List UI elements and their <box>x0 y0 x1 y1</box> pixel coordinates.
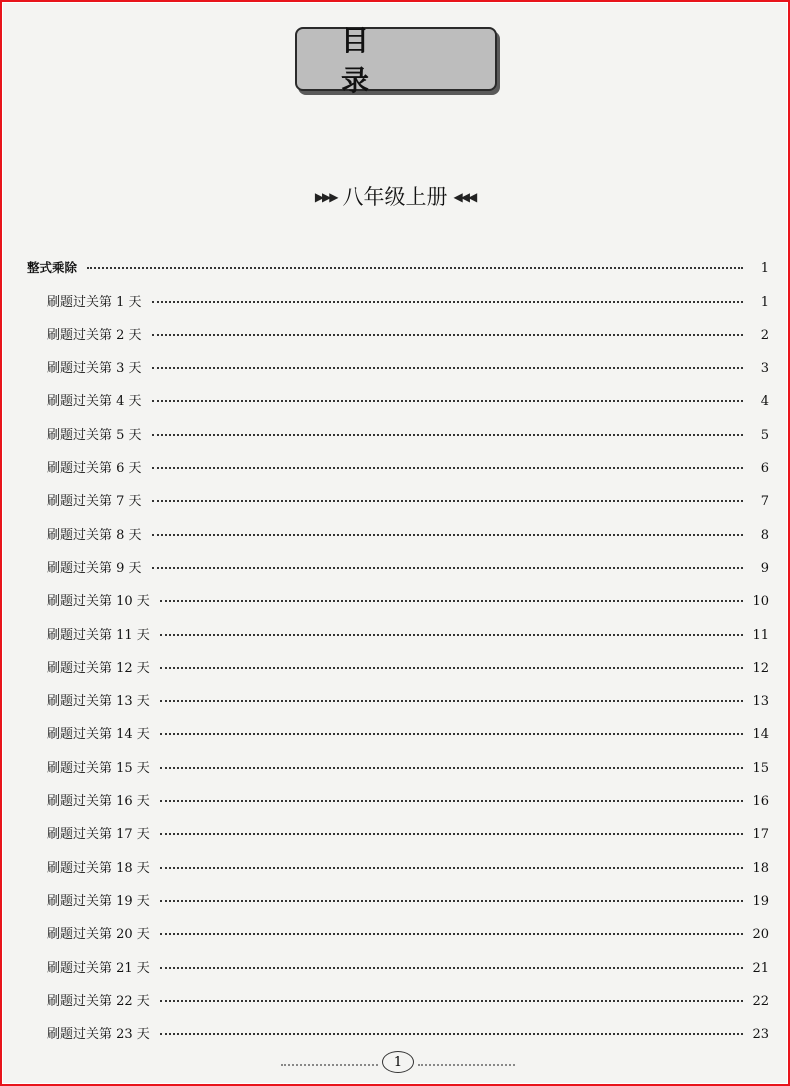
toc-entry-label: 刷题过关第 20 天 <box>47 927 150 943</box>
toc-entry-page: 1 <box>760 261 769 277</box>
dot-leader <box>160 732 743 735</box>
toc-item-row[interactable] <box>27 842 769 875</box>
toc-entry-page: 22 <box>752 993 769 1009</box>
toc-entry-page: 6 <box>760 461 769 477</box>
dot-leader <box>160 766 743 769</box>
dot-leader <box>160 866 743 869</box>
toc-item-row[interactable] <box>27 576 769 609</box>
toc-entry-page: 12 <box>752 660 769 676</box>
toc-entry-page: 18 <box>752 860 769 876</box>
toc-item-row[interactable] <box>27 942 769 975</box>
toc-item-row[interactable] <box>27 709 769 742</box>
toc-entry-label: 整式乘除 <box>27 260 78 276</box>
dot-leader <box>160 899 743 902</box>
toc-entry-label: 刷题过关第 18 天 <box>47 860 150 876</box>
dot-leader <box>160 1032 743 1035</box>
toc-entry-label: 刷题过关第 4 天 <box>47 394 142 410</box>
toc-entry-label: 刷题过关第 9 天 <box>47 560 142 576</box>
toc-entry-label: 刷题过关第 6 天 <box>47 461 142 477</box>
toc-entry-label: 刷题过关第 16 天 <box>47 794 150 810</box>
toc-entry-label: 刷题过关第 23 天 <box>47 1027 150 1043</box>
dot-leader <box>152 566 743 569</box>
toc-entry-label: 刷题过关第 19 天 <box>47 893 150 909</box>
dot-leader <box>152 366 743 369</box>
toc-entry-page: 20 <box>752 927 769 943</box>
toc-item-row[interactable] <box>27 409 769 442</box>
toc-entry-label: 刷题过关第 21 天 <box>47 960 150 976</box>
grade-heading <box>3 181 787 211</box>
dot-leader <box>152 333 743 336</box>
toc-entry-label: 刷题过关第 5 天 <box>47 427 142 443</box>
toc-entry-page: 16 <box>752 794 769 810</box>
grade-heading-text: 八年级上册 <box>342 185 448 209</box>
dot-leader <box>160 966 743 969</box>
toc-item-row[interactable] <box>27 376 769 409</box>
toc-entry-label: 刷题过关第 11 天 <box>47 627 150 643</box>
toc-entry-page: 2 <box>760 327 769 343</box>
toc-entry-page: 13 <box>752 694 769 710</box>
toc-entry-page: 17 <box>752 827 769 843</box>
toc-entry-page: 4 <box>760 394 769 410</box>
dot-leader <box>152 499 743 502</box>
dot-leader <box>160 999 743 1002</box>
arrow-left-icon: ◀◀◀ <box>453 190 476 204</box>
toc-item-row[interactable] <box>27 310 769 343</box>
arrow-right-icon: ▶▶▶ <box>314 190 337 204</box>
dot-leader <box>160 799 743 802</box>
toc-list <box>27 243 769 1042</box>
dot-leader <box>87 266 743 269</box>
toc-item-row[interactable] <box>27 609 769 642</box>
toc-entry-page: 15 <box>752 760 769 776</box>
toc-entry-label: 刷题过关第 14 天 <box>47 727 150 743</box>
toc-entry-page: 1 <box>760 294 769 310</box>
dot-leader <box>160 832 743 835</box>
footer-dots-left <box>281 1063 378 1066</box>
toc-item-row[interactable] <box>27 543 769 576</box>
toc-item-row[interactable] <box>27 809 769 842</box>
toc-entry-label: 刷题过关第 17 天 <box>47 827 150 843</box>
toc-entry-page: 23 <box>752 1027 769 1043</box>
toc-item-row[interactable] <box>27 876 769 909</box>
toc-title: 目 录 <box>341 24 414 97</box>
dot-leader <box>160 699 743 702</box>
toc-item-row[interactable] <box>27 676 769 709</box>
document-page <box>3 3 787 1083</box>
toc-entry-page: 21 <box>752 960 769 976</box>
dot-leader <box>160 932 743 935</box>
page-number: 1 <box>382 1051 414 1073</box>
toc-entry-page: 3 <box>760 361 769 377</box>
toc-item-row[interactable] <box>27 509 769 542</box>
toc-item-row[interactable] <box>27 643 769 676</box>
toc-entry-page: 8 <box>760 527 769 543</box>
dot-leader <box>152 466 743 469</box>
dot-leader <box>160 633 743 636</box>
toc-entry-label: 刷题过关第 8 天 <box>47 527 142 543</box>
dot-leader <box>160 599 743 602</box>
toc-entry-page: 10 <box>752 594 769 610</box>
toc-entry-label: 刷题过关第 3 天 <box>47 361 142 377</box>
page-footer <box>281 1049 515 1075</box>
toc-entry-label: 刷题过关第 22 天 <box>47 993 150 1009</box>
toc-entry-label: 刷题过关第 7 天 <box>47 494 142 510</box>
toc-item-row[interactable] <box>27 1009 769 1042</box>
toc-item-row[interactable] <box>27 276 769 309</box>
toc-entry-label: 刷题过关第 2 天 <box>47 327 142 343</box>
toc-entry-page: 19 <box>752 893 769 909</box>
dot-leader <box>152 433 743 436</box>
toc-title-box <box>295 24 497 97</box>
toc-item-row[interactable] <box>27 443 769 476</box>
toc-item-row[interactable] <box>27 476 769 509</box>
footer-dots-right <box>418 1063 515 1066</box>
toc-entry-page: 7 <box>760 494 769 510</box>
toc-entry-page: 5 <box>760 427 769 443</box>
toc-entry-label: 刷题过关第 10 天 <box>47 594 150 610</box>
toc-entry-label: 刷题过关第 15 天 <box>47 760 150 776</box>
dot-leader <box>160 666 743 669</box>
toc-entry-page: 11 <box>752 627 769 643</box>
toc-entry-page: 14 <box>752 727 769 743</box>
toc-item-row[interactable] <box>27 909 769 942</box>
toc-entry-label: 刷题过关第 1 天 <box>47 294 142 310</box>
toc-item-row[interactable] <box>27 976 769 1009</box>
toc-entry-page: 9 <box>760 560 769 576</box>
dot-leader <box>152 399 743 402</box>
toc-item-row[interactable] <box>27 776 769 809</box>
toc-item-row[interactable] <box>27 343 769 376</box>
toc-item-row[interactable] <box>27 742 769 775</box>
toc-entry-label: 刷题过关第 12 天 <box>47 660 150 676</box>
toc-entry-label: 刷题过关第 13 天 <box>47 694 150 710</box>
dot-leader <box>152 300 743 303</box>
dot-leader <box>152 533 743 536</box>
toc-section-row[interactable] <box>27 243 769 276</box>
